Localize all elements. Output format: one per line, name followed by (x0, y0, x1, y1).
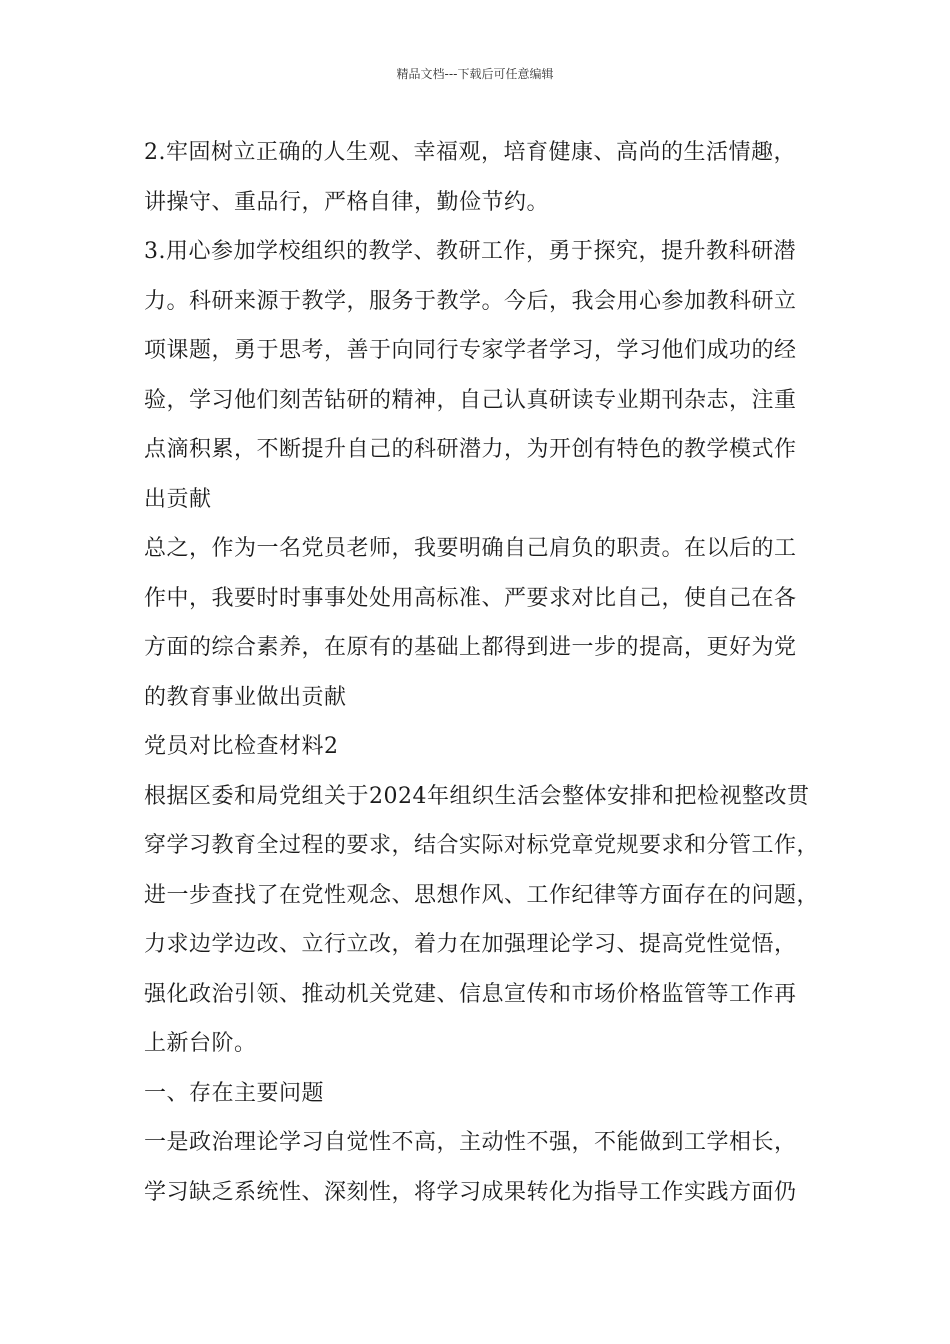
text-line: 3.用心参加学校组织的教学、教研工作，勇于探究，提升教科研潜 (144, 239, 796, 264)
text-line: 根据区委和局党组关于2024年组织生活会整体安排和把检视整改贯 (144, 783, 810, 809)
text-line: 点滴积累，不断提升自己的科研潜力，为开创有特色的教学模式作 (144, 437, 797, 462)
text-line: 的教育事业做出贡献 (144, 684, 347, 710)
text-line: 进一步查找了在党性观念、思想作风、工作纪律等方面存在的问题， (144, 882, 820, 908)
text-line: 验，学习他们刻苦钻研的精神，自己认真研读专业期刊杂志，注重 (144, 387, 797, 413)
page-header: 精品文档---下载后可任意编辑 (396, 67, 554, 81)
section-title: 党员对比检查材料2 (144, 734, 339, 759)
text-line: 力求边学边改、立行立改，着力在加强理论学习、提高党性觉悟， (144, 932, 797, 957)
text-line: 穿学习教育全过程的要求，结合实际对标党章党规要求和分管工作， (144, 833, 820, 858)
text-line: 项课题，勇于思考，善于向同行专家学者学习，学习他们成功的经 (144, 338, 797, 363)
section-heading: 一、存在主要问题 (144, 1080, 325, 1106)
text-line: 2.牢固树立正确的人生观、幸福观，培育健康、高尚的生活情趣， (144, 140, 796, 165)
text-line: 学习缺乏系统性、深刻性，将学习成果转化为指导工作实践方面仍 (144, 1179, 797, 1205)
text-line: 讲操守、重品行，严格自律，勤俭节约。 (144, 189, 550, 215)
text-line: 一是政治理论学习自觉性不高，主动性不强，不能做到工学相长， (144, 1130, 797, 1155)
document-body (144, 128, 844, 1217)
text-line: 强化政治引领、推动机关党建、信息宣传和市场价格监管等工作再 (144, 981, 797, 1007)
text-line: 出贡献 (144, 486, 212, 512)
text-line: 方面的综合素养，在原有的基础上都得到进一步的提高，更好为党 (144, 635, 797, 660)
text-line: 上新台阶。 (144, 1031, 257, 1056)
text-line: 作中，我要时时事事处处用高标准、严要求对比自己，使自己在各 (144, 585, 797, 611)
text-line: 总之，作为一名党员老师，我要明确自己肩负的职责。在以后的工 (144, 536, 797, 561)
text-line: 力。科研来源于教学，服务于教学。今后，我会用心参加教科研立 (144, 288, 797, 314)
